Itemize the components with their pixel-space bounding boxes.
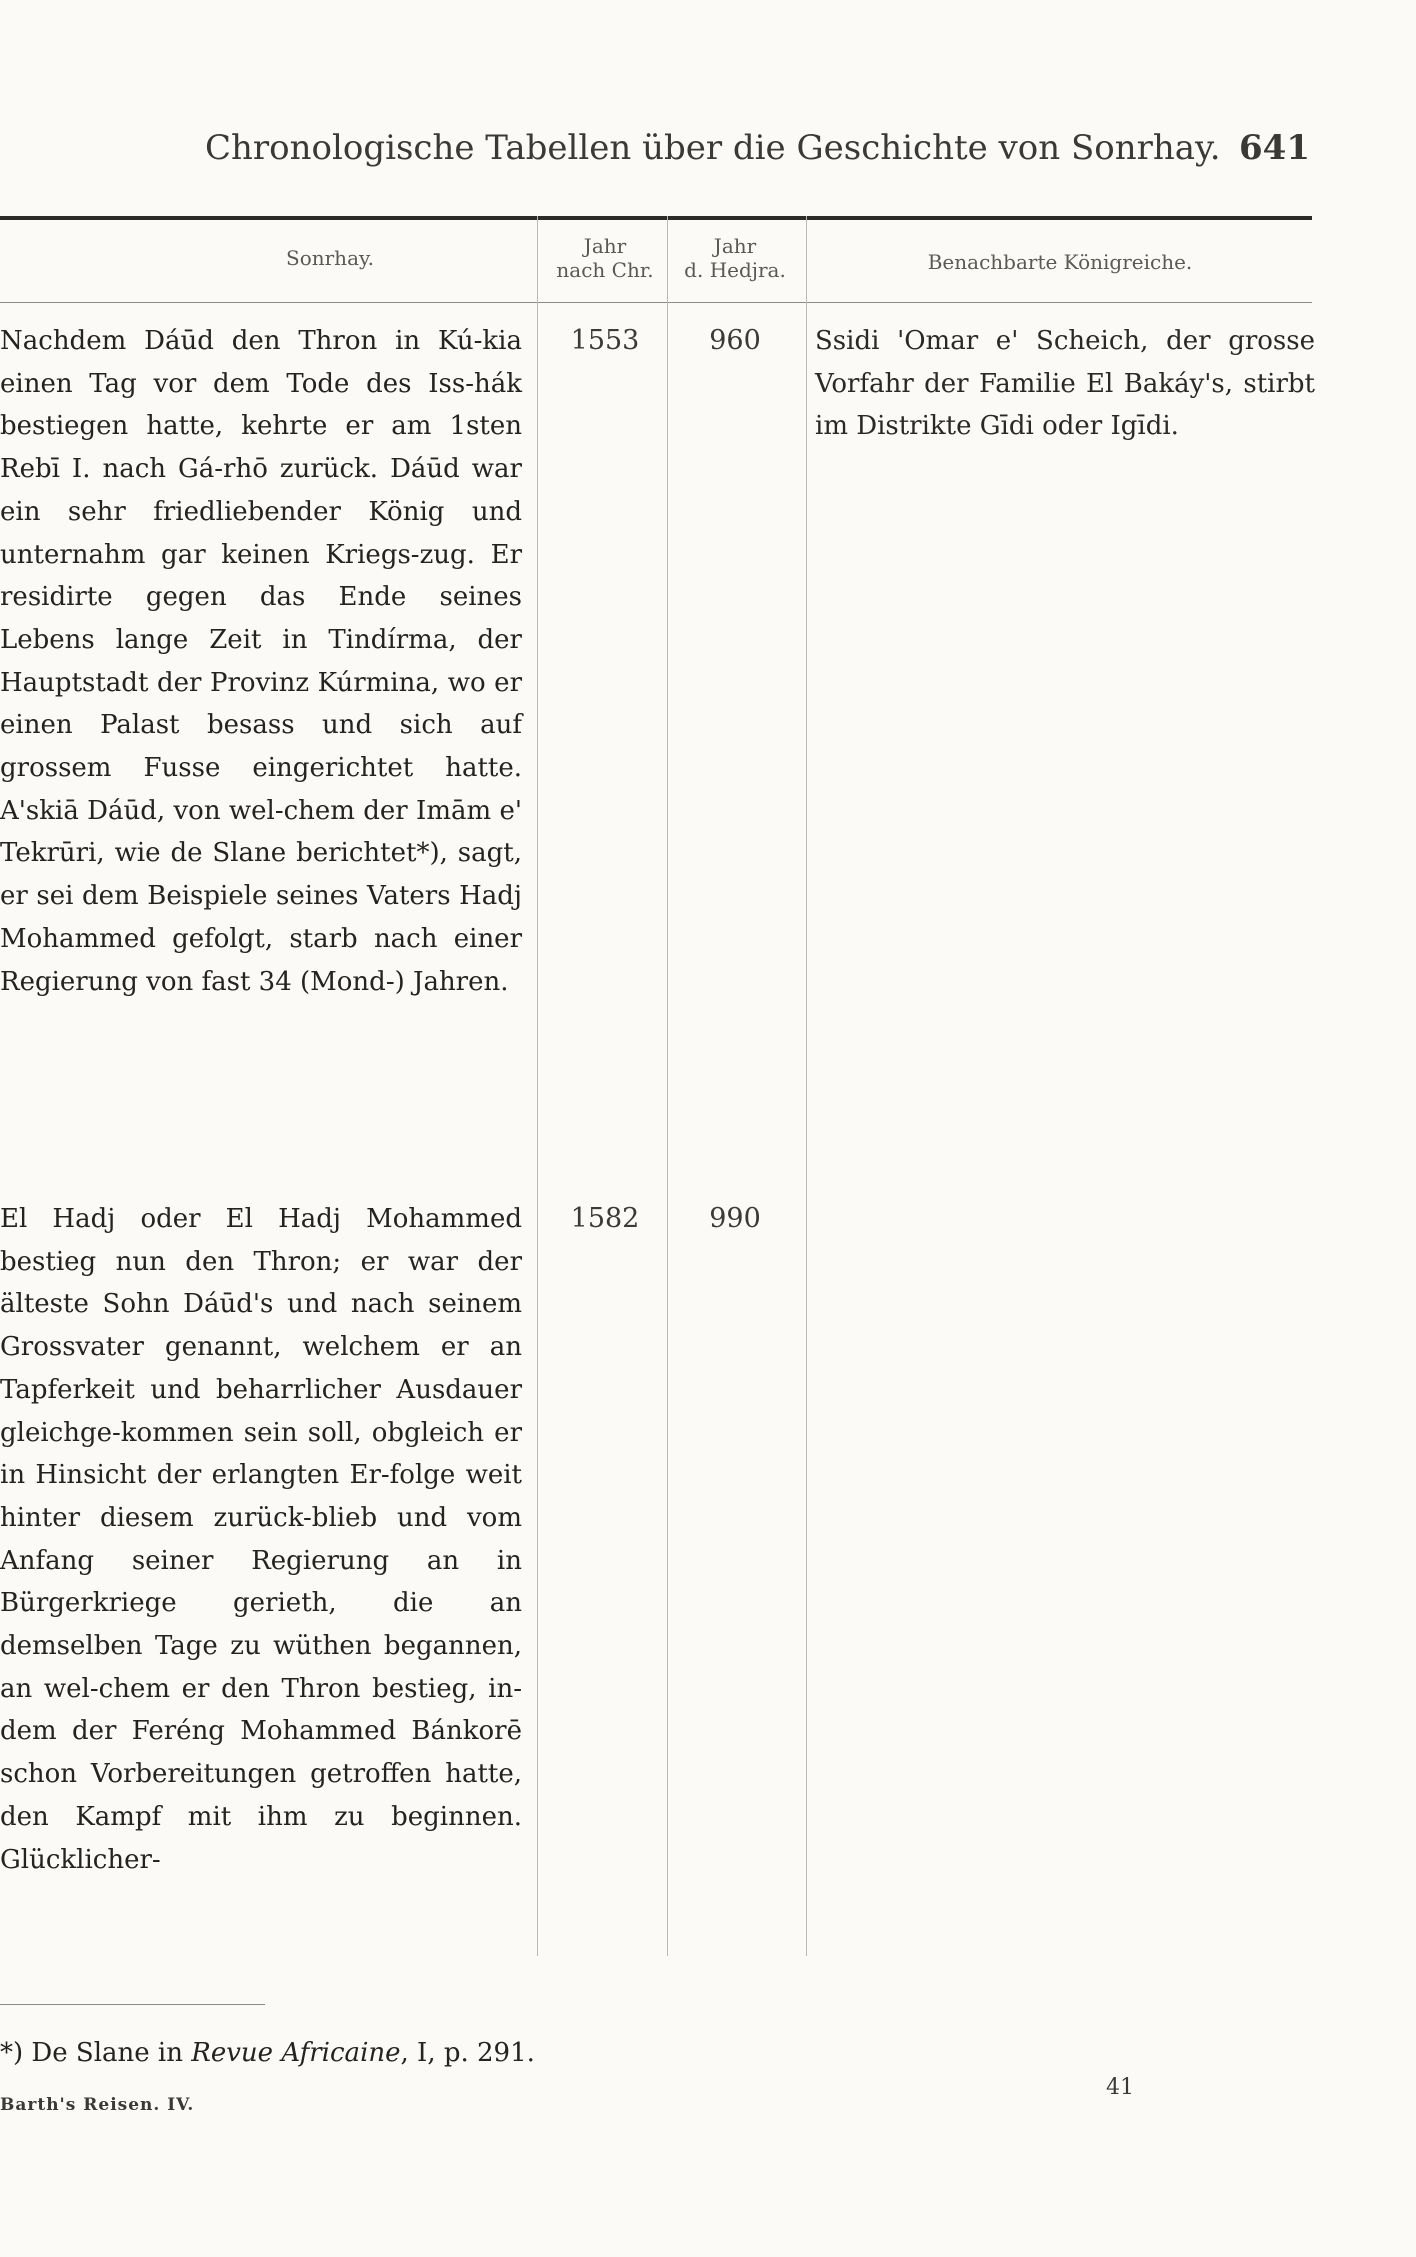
column-header-jahr-hedjra-line1: Jahr: [713, 234, 757, 258]
neighbouring-kingdoms-text: Ssidi 'Omar e' Scheich, der grosse Vorfahr der Familie El Bakáy's, stirbt im Distrikte Gīdi oder Igīdi.: [815, 326, 1315, 442]
column-header-jahr-hedjra: [660, 234, 810, 282]
footnote-marker: *) De Slane in: [0, 2038, 192, 2068]
column-divider: [537, 216, 538, 1956]
running-title: Chronologische Tabellen über die Geschichte von Sonrhay.: [205, 128, 1221, 168]
column-divider: [806, 216, 807, 1956]
year-hedjra: 960: [709, 325, 761, 356]
footnote-journal: Revue Africaine: [191, 2038, 401, 2068]
footnote: [0, 2038, 535, 2068]
column-header-jahr-hedjra-line2: d. Hedjra.: [684, 258, 786, 282]
column-header-jahr-chr-line2: nach Chr.: [556, 258, 654, 282]
sheet-number: 41: [1106, 2075, 1134, 2100]
running-head: [0, 128, 1310, 178]
header-rule: [0, 302, 1312, 303]
printer-signature: Barth's Reisen. IV.: [0, 2095, 195, 2115]
table-top-rule: [0, 216, 1312, 220]
year-chr: 1553: [570, 325, 640, 356]
year-hedjra: 990: [709, 1203, 761, 1234]
entry-text: Nachdem Dáūd den Thron in Kú-kia einen Tag vor dem Tode des Iss-hák bestiegen hatte, kehrte er am 1sten Rebī I. nach Gá-rhō zurück. Dáūd war ein sehr friedliebender König und unternahm gar keinen Kriegs-zug. Er residirte gegen das Ende seines Lebens lange Zeit in Tindírma, der Hauptstadt der Provinz Kúrmina, wo er einen Palast besass und sich auf grossem Fusse eingerichtet hatte. A'skiā Dáūd, von wel-chem der Imām e' Tekrūri, wie de Slane berichtet*), sagt, er sei dem Beispiele seines Vaters Hadj Mohammed gefolgt, starb nach einer Regierung von fast 34 (Mond-) Jahren.: [0, 326, 522, 997]
column-header-jahr-chr-line1: Jahr: [583, 234, 627, 258]
footnote-rule: [0, 2004, 265, 2005]
column-header-sonrhay: Sonrhay.: [286, 246, 374, 270]
column-header-jahr-chr: [530, 234, 680, 282]
entry-text: El Hadj oder El Hadj Mohammed bestieg nun den Thron; er war der älteste Sohn Dáūd's und nach seinem Grossvater genannt, welchem er an Tapferkeit und beharrlicher Ausdauer gleichge-kommen sein soll, obgleich er in Hinsicht der erlangten Er-folge weit hinter diesem zurück-blieb und vom Anfang seiner Regierung an in Bürgerkriege gerieth, die an demselben Tage zu wüthen begannen, an wel-chem er den Thron bestieg, in-dem der Feréng Mohammed Bánkorē schon Vorbereitungen getroffen hatte, den Kampf mit ihm zu beginnen. Glücklicher-: [0, 1204, 522, 1875]
page-number: 641: [1239, 128, 1310, 168]
footnote-rest: , I, p. 291.: [400, 2038, 535, 2068]
column-divider: [667, 216, 668, 1956]
year-chr: 1582: [570, 1203, 640, 1234]
column-header-benachbarte: Benachbarte Königreiche.: [927, 250, 1193, 274]
